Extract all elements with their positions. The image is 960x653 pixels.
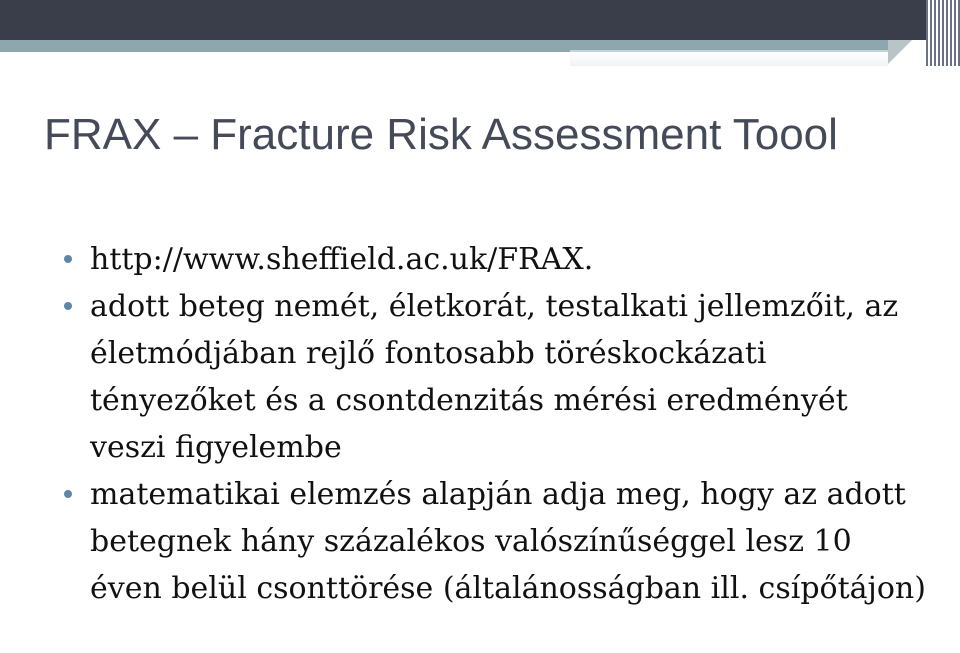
header-band-fold [888, 40, 912, 64]
bullet-dot-icon [64, 490, 72, 498]
header-band-accent [570, 50, 888, 66]
header-stripes [926, 0, 960, 66]
bullet-item [60, 236, 930, 283]
bullet-item [60, 283, 930, 471]
bullet-text: adott beteg nemét, életkorát, testalkati jellemzőit, az életmódjában rejlő fontosabb töréskockázati tényezőket és a csontdenzitás mérési eredményét veszi figyelembe [90, 289, 899, 465]
slide-title: FRAX – Fracture Risk Assessment Toool [44, 110, 838, 159]
bullet-text: http://www.sheffield.ac.uk/FRAX. [90, 242, 594, 277]
header-band-dark [0, 0, 960, 40]
bullet-dot-icon [64, 255, 72, 263]
bullet-list [60, 236, 930, 612]
bullet-dot-icon [64, 302, 72, 310]
bullet-item [60, 471, 930, 612]
bullet-text: matematikai elemzés alapján adja meg, hogy az adott betegnek hány százalékos valószínűséggel lesz 10 éven belül csonttörése (általánosságban ill. csípőtájon) [90, 477, 926, 606]
